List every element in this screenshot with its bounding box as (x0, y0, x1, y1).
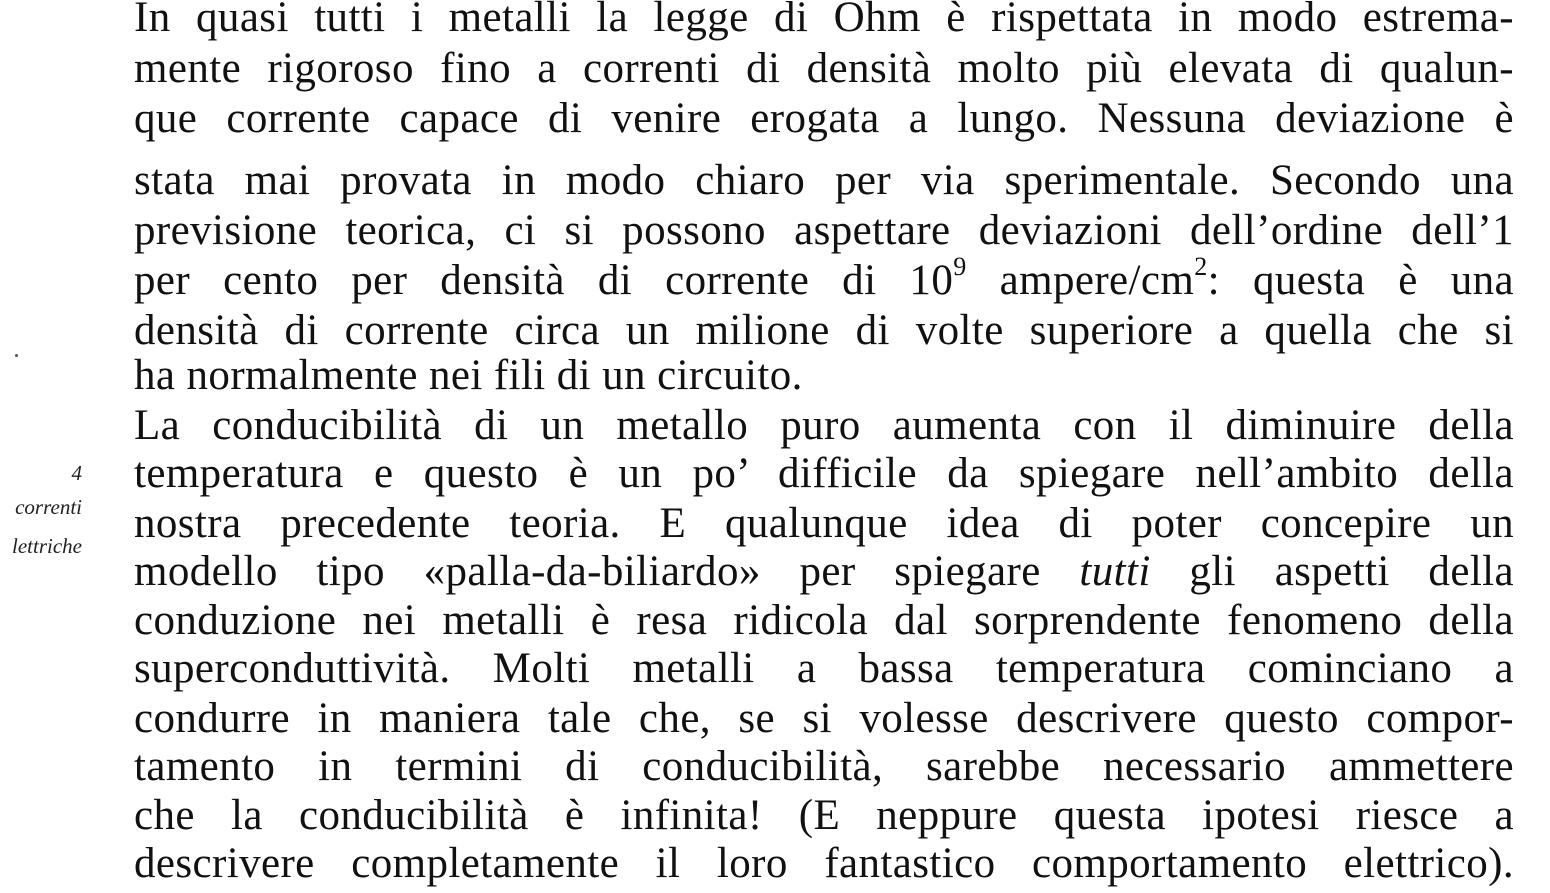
text-line-6-post: : questa è una (1207, 257, 1514, 304)
text-line-6-mid: ampere/cm (966, 257, 1195, 304)
text-line-5: previsione teorica, ci si possono aspettare deviazioni dell’ordine dell’1 (134, 207, 1514, 254)
text-line-8: ha normalmente nei fili di un circuito. (134, 352, 803, 399)
text-line-4: stata mai provata in modo chiaro per via sperimentale. Secondo una (134, 157, 1514, 204)
text-line-6 (134, 251, 1514, 305)
margin-dot (15, 354, 18, 357)
text-line-7: densità di corrente circa un milione di volte superiore a quella che si (134, 307, 1514, 354)
text-line-6-pre: per cento per densità di corrente di 10 (134, 257, 954, 304)
text-line-13: conduzione nei metalli è resa ridicola dal sorprendente fenomeno della (134, 597, 1514, 644)
text-line-12-pre: modello tipo «palla-da-biliardo» per spiegare (134, 548, 1080, 595)
text-line-12-post: gli aspetti della (1150, 548, 1514, 595)
text-line-17: che la conducibilità è infinita! (E neppure questa ipotesi riesce a (134, 792, 1514, 839)
text-line-16: tamento in termini di conducibilità, sarebbe necessario ammettere (134, 743, 1514, 790)
text-line-15: condurre in maniera tale che, se si volesse descrivere questo compor- (134, 695, 1514, 742)
text-line-18: descrivere completamente il loro fantastico comportamento elettrico). (134, 840, 1514, 887)
text-line-3: que corrente capace di venire erogata a lungo. Nessuna deviazione è (134, 95, 1514, 142)
text-line-1: In quasi tutti i metalli la legge di Ohm è rispettata in modo estrema- (134, 0, 1514, 41)
text-line-10: temperatura e questo è un po’ difficile da spiegare nell’ambito della (134, 450, 1514, 497)
text-line-11: nostra precedente teoria. E qualunque idea di poter concepire un (134, 500, 1514, 547)
exponent-9: 9 (953, 251, 967, 281)
margin-note-line-2: lettriche (12, 534, 82, 558)
text-line-14: superconduttività. Molti metalli a bassa temperatura cominciano a (134, 645, 1514, 692)
margin-note-number: 4 (71, 461, 82, 485)
text-line-9: La conducibilità di un metallo puro aumenta con il diminuire della (134, 402, 1514, 449)
emphasis-tutti: tutti (1079, 548, 1151, 595)
margin-note-line-1: correnti (15, 495, 82, 519)
exponent-2: 2 (1194, 251, 1208, 281)
text-line-12 (134, 548, 1514, 596)
text-line-2: mente rigoroso fino a correnti di densità molto più elevata di qualun- (134, 45, 1514, 92)
